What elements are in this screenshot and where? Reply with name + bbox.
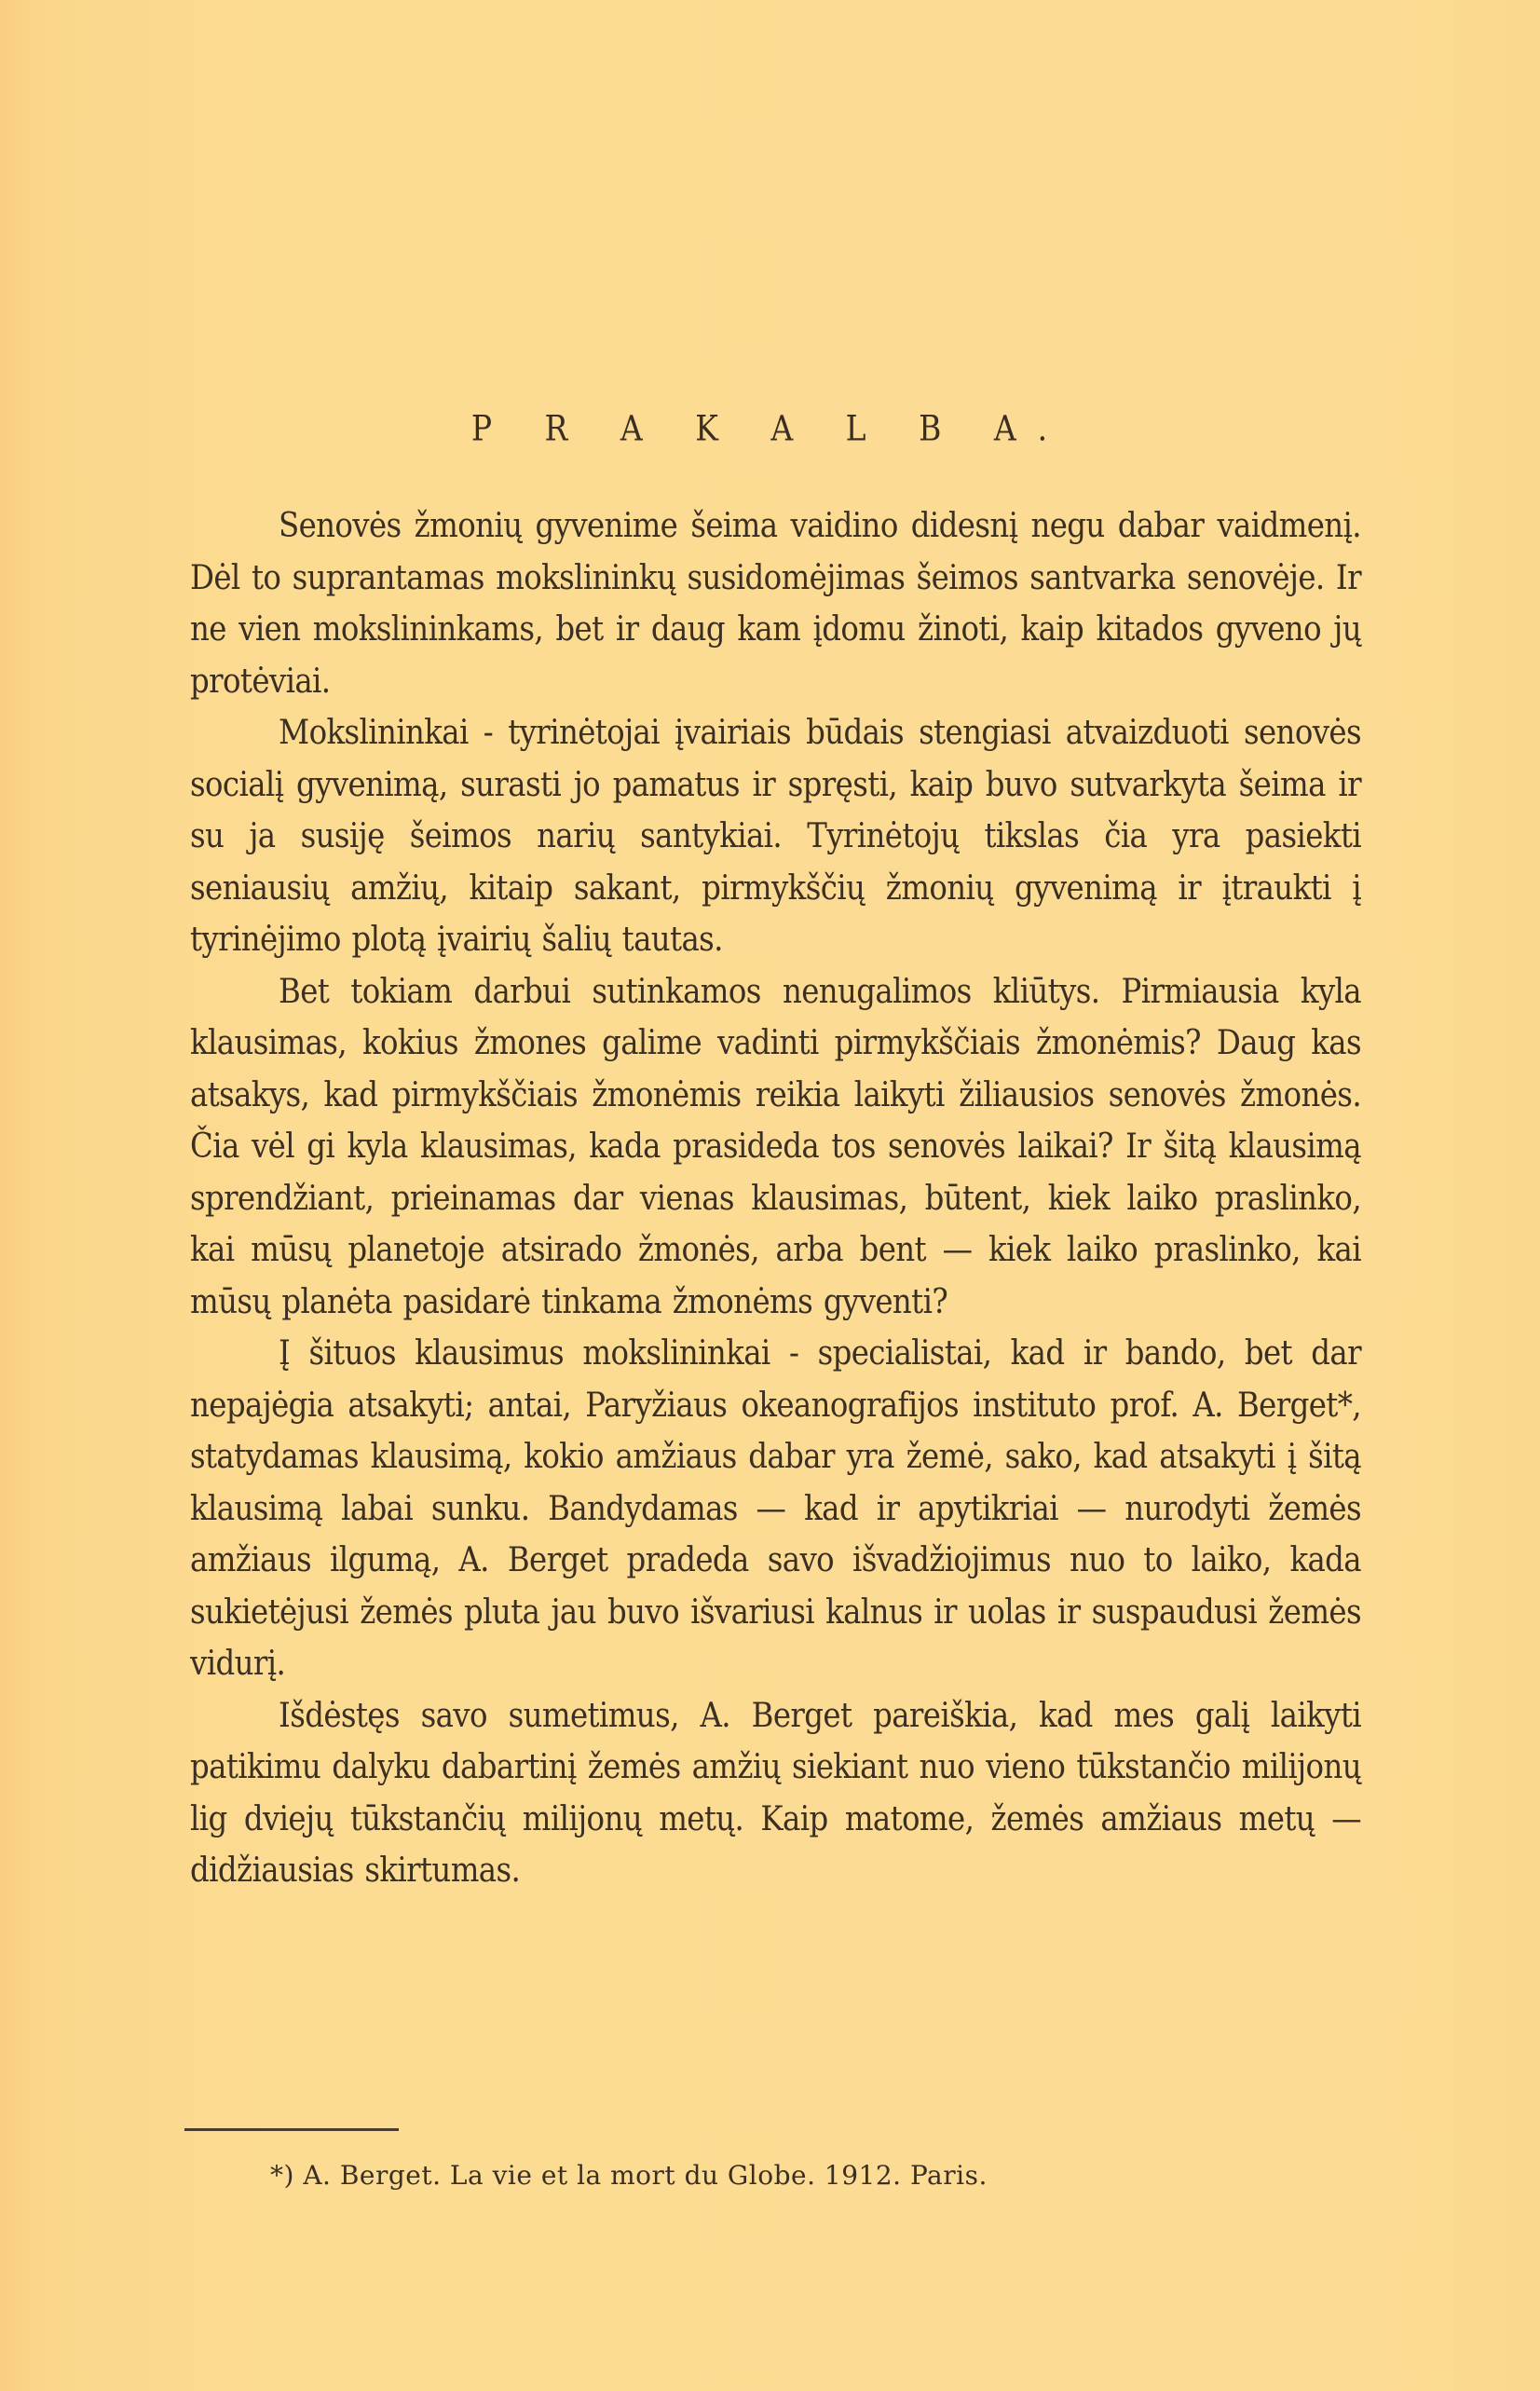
paragraph: Bet tokiam darbui sutinkamos nenugalimos kliūtys. Pirmiausia kyla klausimas, kokius žmones galime vadinti pirmykščiais žmonėmis? Daug kas atsakys, kad pirmykščiais žmonėmis reikia laikyti žiliausios senovės žmonės. Čia vėl gi kyla klausimas, kada prasideda tos senovės laikai? Ir šitą klausimą sprendžiant, prieinamas dar vienas klausimas, būtent, kiek laiko praslinko, kai mūsų planetoje atsirado žmonės, arba bent — kiek laiko praslinko, kai mūsų planėta pasidarė tinkama žmonėms gyventi? [190, 972, 1361, 1321]
footnote: *) A. Berget. La vie et la mort du Globe. 1912. Paris. [270, 2160, 988, 2191]
paragraph: Į šituos klausimus mokslininkai - specialistai, kad ir bando, bet dar nepajėgia atsakyti; antai, Paryžiaus okeanografijos instituto prof. A. Berget*, statydamas klausimą, kokio amžiaus dabar yra žemė, sako, kad atsakyti į šitą klausimą labai sunku. Bandydamas — kad ir apytikriai — nurodyti žemės amžiaus ilgumą, A. Berget pradeda savo išvadžiojimus nuo to laiko, kada sukietėjusi žemės pluta jau buvo išvariusi kalnus ir uolas ir suspaudusi žemės vidurį. [190, 1334, 1361, 1683]
paragraph: Mokslininkai - tyrinėtojai įvairiais būdais stengiasi atvaizduoti senovės socialį gyvenimą, surasti jo pamatus ir spręsti, kaip buvo sutvarkyta šeima ir su ja susiję šeimos narių santykiai. Tyrinėtojų tikslas čia yra pasiekti seniausių amžių, kitaip sakant, pirmykščių žmonių gyvenimą ir įtraukti į tyrinėjimo plotą įvairių šalių tautas. [190, 714, 1361, 959]
body-text [190, 500, 1361, 1897]
paragraph: Išdėstęs savo sumetimus, A. Berget pareiškia, kad mes galį laikyti patikimu dalyku dabartinį žemės amžių siekiant nuo vieno tūkstančio milijonų lig dviejų tūkstančių milijonų metų. Kaip matome, žemės amžiaus metų — didžiausias skirtumas. [190, 1696, 1361, 1890]
page-title: P R A K A L B A. [470, 407, 1070, 449]
paragraph: Senovės žmonių gyvenime šeima vaidino didesnį negu dabar vaidmenį. Dėl to suprantamas mokslininkų susidomėjimas šeimos santvarka senovėje. Ir ne vien mokslininkams, bet ir daug kam įdomu žinoti, kaip kitados gyveno jų protėviai. [190, 507, 1361, 701]
footnote-divider [184, 2128, 399, 2131]
